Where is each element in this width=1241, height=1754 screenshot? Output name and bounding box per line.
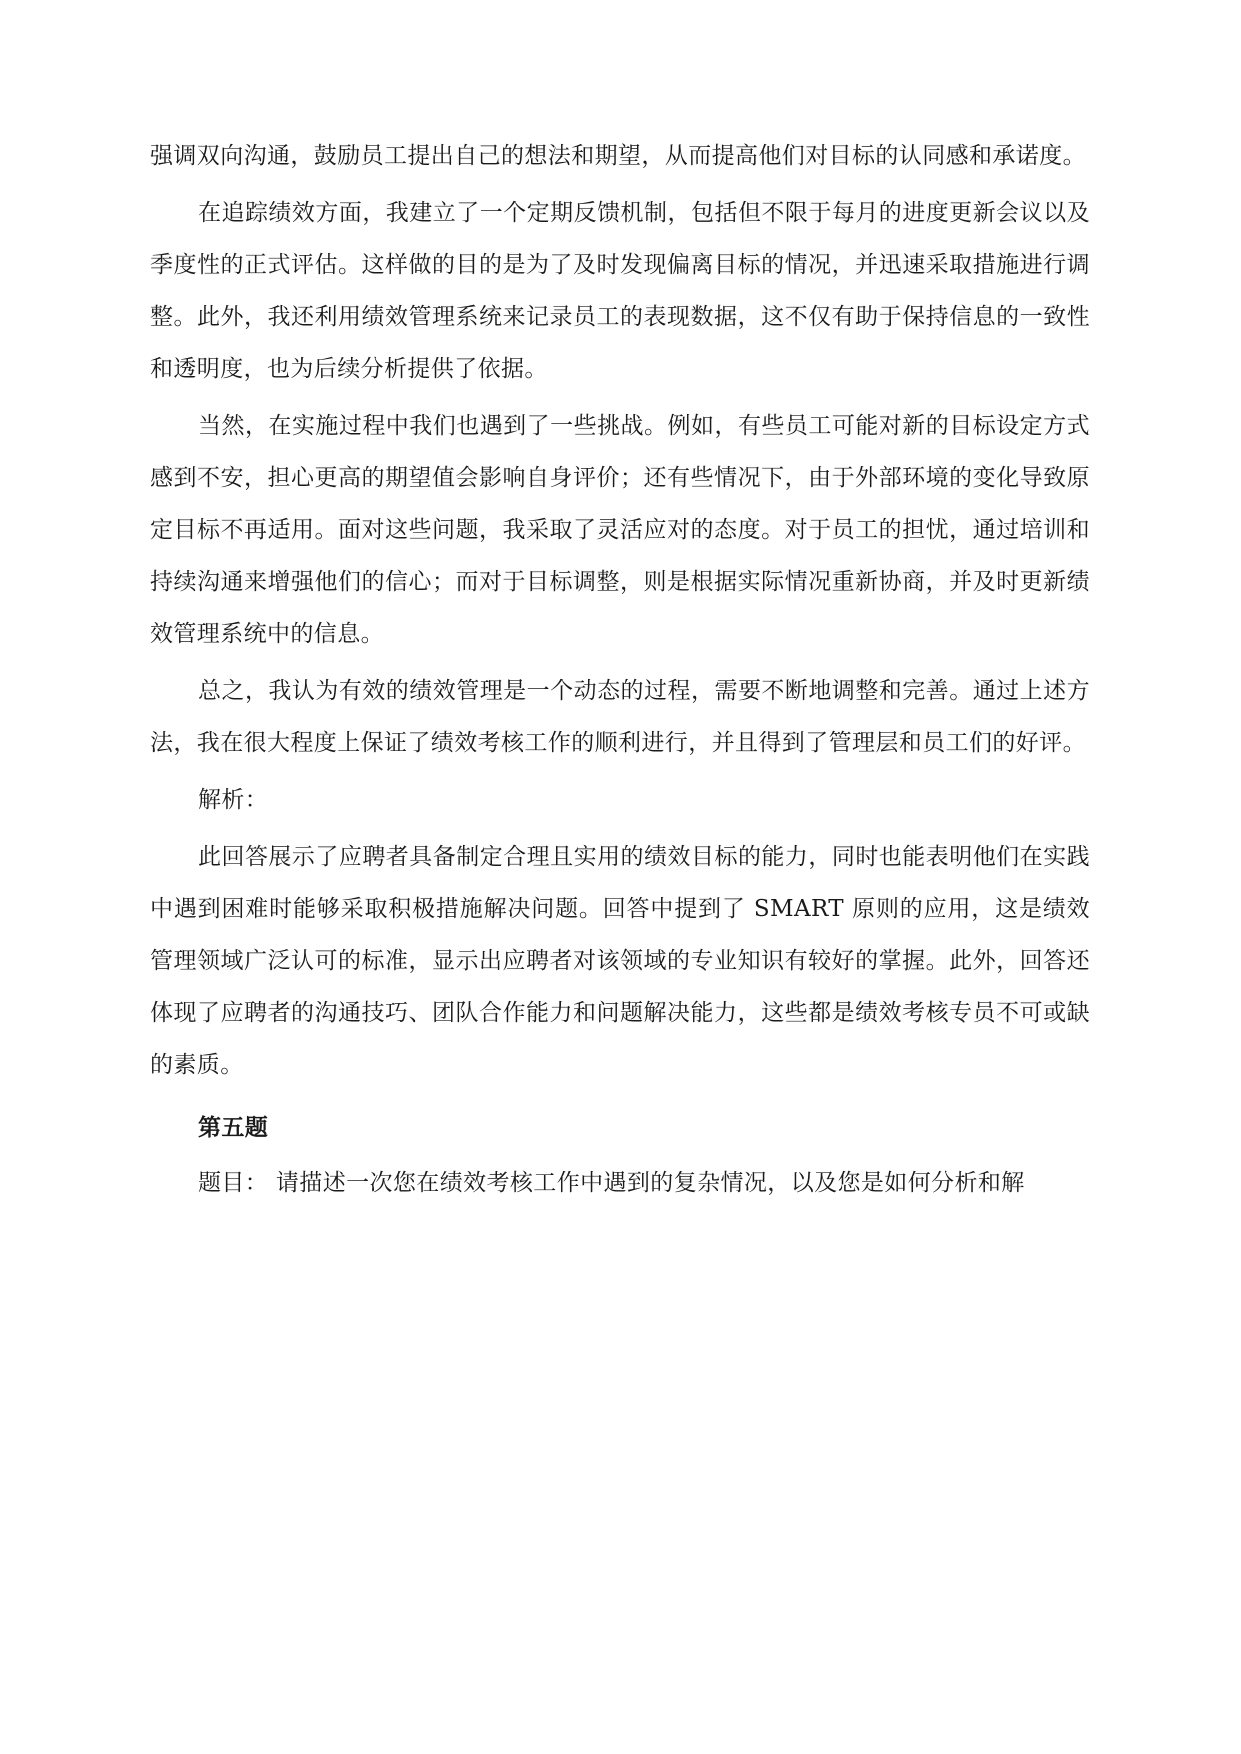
analysis-label: 解析：: [198, 787, 269, 813]
document-page: [150, 130, 1090, 1650]
question-text: 题目： 请描述一次您在绩效考核工作中遇到的复杂情况，以及您是如何分析和解: [198, 1170, 1025, 1196]
paragraph-analysis: 此回答展示了应聘者具备制定合理且实用的绩效目标的能力，同时也能表明他们在实践中遇到困难时能够采取积极措施解决问题。回答中提到了 SMART 原则的应用，这是绩效管理领域广泛认可的标准，显示出应聘者对该领域的专业知识有较好的掌握。此外，回答还体现了应聘者的沟通技巧、团队合作能力和问题解决能力，这些都是绩效考核专员不可或缺的素质。: [150, 844, 1090, 1078]
section-heading: 第五题: [198, 1114, 269, 1141]
paragraph-conclusion: 总之，我认为有效的绩效管理是一个动态的过程，需要不断地调整和完善。通过上述方法，我在很大程度上保证了绩效考核工作的顺利进行，并且得到了管理层和员工们的好评。: [150, 678, 1090, 756]
paragraph-continuation: 强调双向沟通，鼓励员工提出自己的想法和期望，从而提高他们对目标的认同感和承诺度。: [150, 143, 1086, 169]
paragraph-performance-tracking: 在追踪绩效方面，我建立了一个定期反馈机制，包括但不限于每月的进度更新会议以及季度性的正式评估。这样做的目的是为了及时发现偏离目标的情况，并迅速采取措施进行调整。此外，我还利用绩效管理系统来记录员工的表现数据，这不仅有助于保持信息的一致性和透明度，也为后续分析提供了依据。: [150, 200, 1090, 382]
paragraph-challenges: 当然，在实施过程中我们也遇到了一些挑战。例如，有些员工可能对新的目标设定方式感到不安，担心更高的期望值会影响自身评价；还有些情况下，由于外部环境的变化导致原定目标不再适用。面对这些问题，我采取了灵活应对的态度。对于员工的担忧，通过培训和持续沟通来增强他们的信心；而对于目标调整，则是根据实际情况重新协商，并及时更新绩效管理系统中的信息。: [150, 413, 1090, 647]
